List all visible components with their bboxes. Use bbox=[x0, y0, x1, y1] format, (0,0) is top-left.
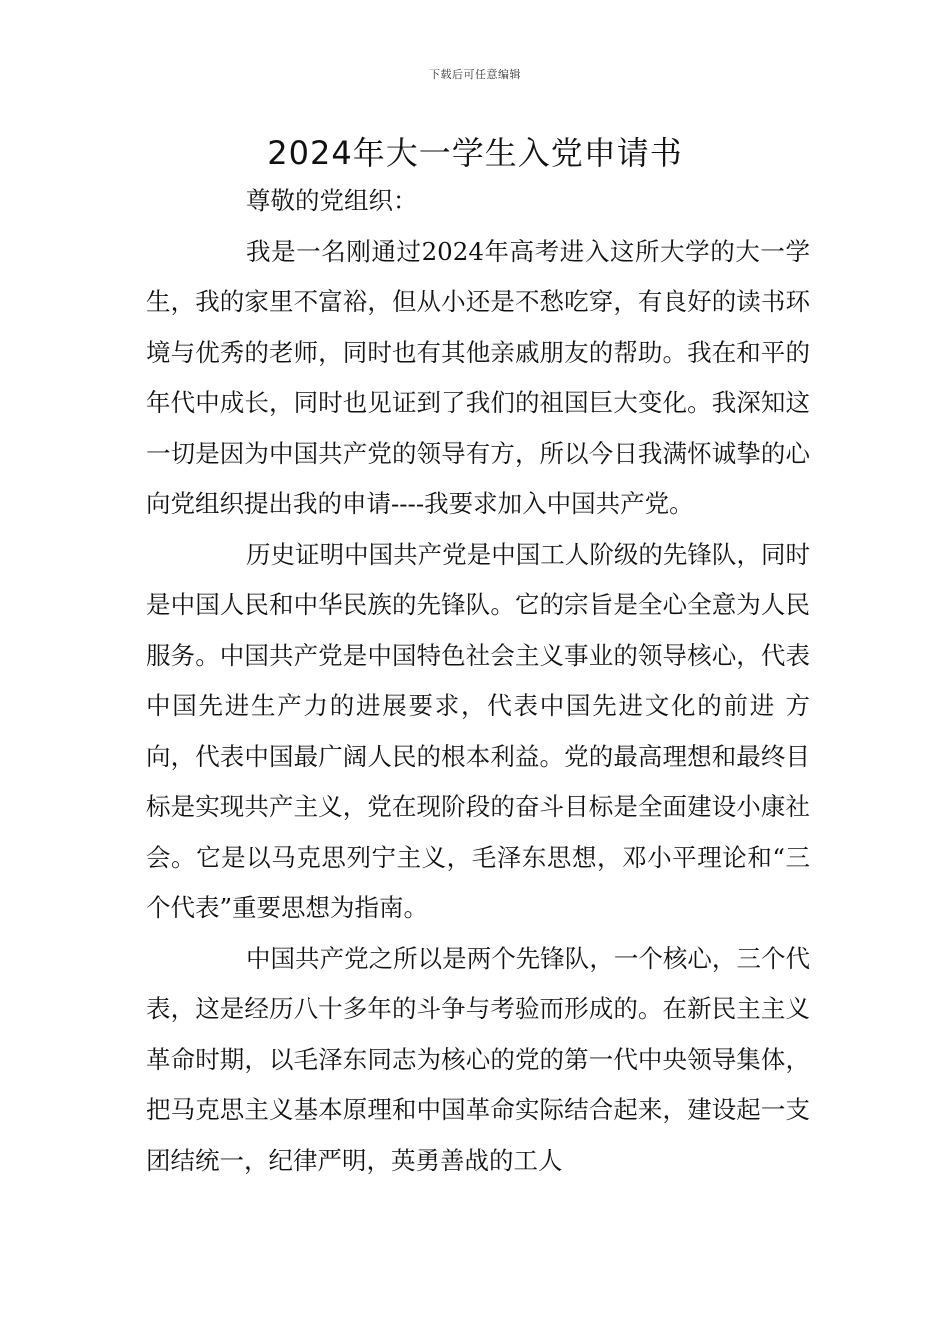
page-header-note: 下载后可任意编辑 bbox=[429, 68, 521, 81]
paragraph-2: 历史证明中国共产党是中国工人阶级的先锋队，同时是中国人民和中华民族的先锋队。它的宗旨是全心全意为人民服务。中国共产党是中国特色社会主义事业的领导核心，代表中国先进生产力的进展要求，代表中国先进文化的前进 方向，代表中国最广阔人民的根本利益。党的最高理想和最终目标是实现共产主义，党在现阶段的奋斗目标是全面建设小康社会。它是以马克思列宁主义，毛泽东思想，邓小平理论和“三个代表”重要思想为指南。 bbox=[146, 539, 810, 922]
paragraph-3: 中国共产党之所以是两个先锋队，一个核心，三个代表，这是经历八十多年的斗争与考验而形成的。在新民主主义革命时期，以毛泽东同志为核心的党的第一代中央领导集体，把马克思主义基本原理和中国革命实际结合起来，建设起一支团结统一，纪律严明，英勇善战的工人 bbox=[146, 943, 810, 1175]
paragraph-1: 我是一名刚通过2024年高考进入这所大学的大一学生，我的家里不富裕，但从小还是不愁吃穿，有良好的读书环境与优秀的老师，同时也有其他亲戚朋友的帮助。我在和平的年代中成长，同时也见证到了我们的祖国巨大变化。我深知这一切是因为中国共产党的领导有方，所以今日我满怀诚挚的心向党组织提出我的申请----我要求加入中国共产党。 bbox=[146, 236, 810, 518]
document-body bbox=[146, 176, 810, 1186]
document-title: 2024年大一学生入党申请书 bbox=[267, 134, 683, 172]
salutation: 尊敬的党组织： bbox=[246, 186, 418, 215]
